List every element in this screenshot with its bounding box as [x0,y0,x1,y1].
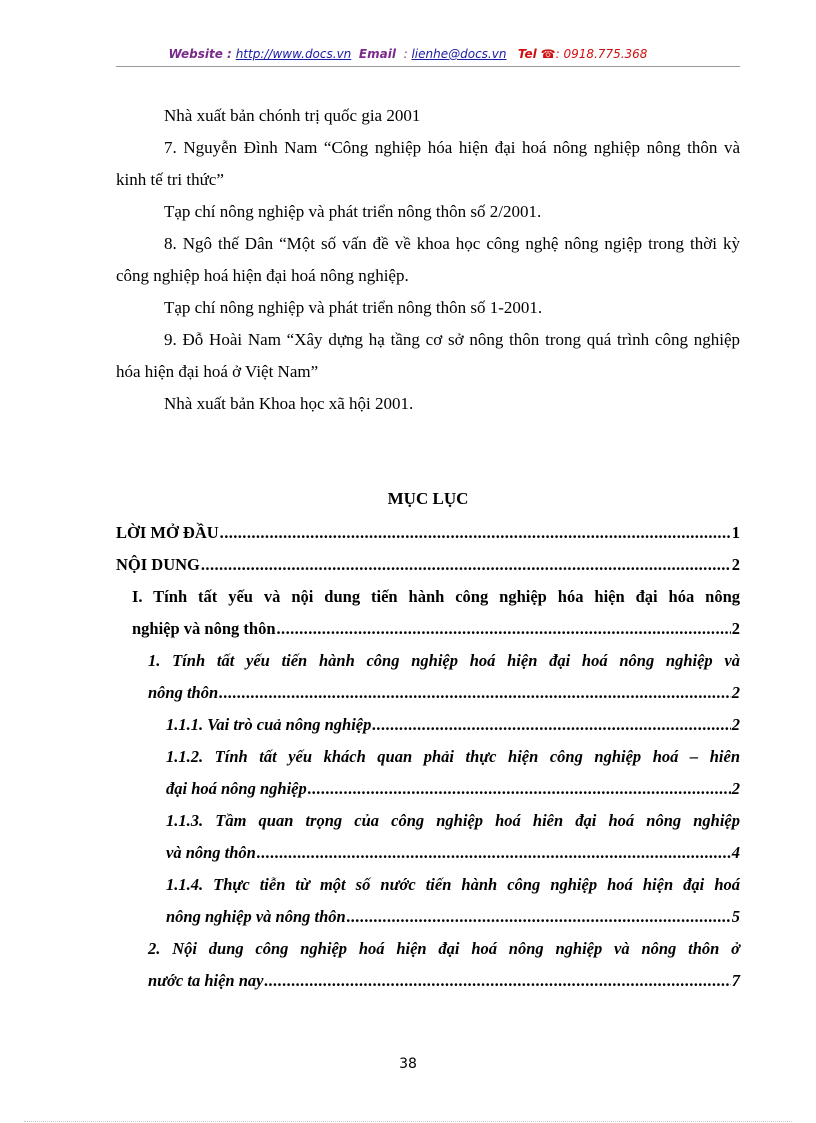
toc-leader [220,517,731,549]
toc-entry-text: 1.1.2. Tính tất yếu khách quan phải thực hiện công nghiệp hoá – hiên [166,747,740,766]
toc-page-number: 2 [731,555,740,574]
references-section [116,100,740,420]
toc-entry-text-cont: nghiệp và nông thôn [132,619,276,638]
toc-entry-text: 1.1.3. Tầm quan trọng của công nghiệp hoá hiên đại hoá nông nghiệp [166,811,740,830]
toc-entry-text: 1.1.4. Thực tiễn từ một số nước tiến hành công nghiệp hoá hiện đại hoá [166,875,740,894]
email-label: Email [358,47,396,61]
tel-label: Tel [517,47,537,61]
reference-line: 7. Nguyễn Đình Nam “Công nghiệp hóa hiện đại hoá nông nghiệp nông thôn và kinh tế tri thức” [116,138,740,189]
table-of-contents [116,517,740,997]
tel-number: 0918.775.368 [563,47,648,61]
email-link[interactable]: lienhe@docs.vn [411,47,507,61]
toc-entry-text: 1.1.1. Vai trò cuả nông nghiệp [166,715,372,734]
email-separator: : [403,47,408,61]
reference-line: Nhà xuất bản Khoa học xã hội 2001. [164,394,414,413]
toc-entry[interactable] [116,549,740,581]
page-bottom-border [24,1121,792,1122]
toc-leader [257,837,731,869]
toc-entry[interactable] [166,741,740,805]
toc-title: MỤC LỤC [387,489,469,508]
toc-entry[interactable] [166,709,740,741]
toc-leader [264,965,730,997]
toc-entry[interactable] [116,581,740,645]
toc-entry-text-cont: và nông thôn [166,843,256,862]
reference-line: 8. Ngô thế Dân “Một số vấn đề về khoa học công nghệ nông ngiệp trong thời kỳ công nghiệp hoá hiện đại hoá nông nghiệp. [116,234,740,285]
tel-separator: : [555,47,560,61]
website-label: Website : [168,47,232,61]
toc-entry-text-cont: nông nghiệp và nông thôn [166,907,346,926]
reference-line: Nhà xuất bản chónh trị quốc gia 2001 [164,106,421,125]
toc-entry[interactable] [116,517,740,549]
toc-entry-text: 1. Tính tất yếu tiến hành công nghiệp hoá hiện đại hoá nông nghiệp và [148,651,740,670]
toc-entry-text-cont: nông thôn [148,683,219,702]
toc-entry[interactable] [166,869,740,933]
toc-entry[interactable] [148,933,740,997]
page-number: 38 [399,1056,417,1072]
toc-page-number: 2 [731,683,740,702]
toc-page-number: 7 [731,971,740,990]
toc-leader [347,901,731,933]
toc-entry-text-cont: nước ta hiện nay [148,971,264,990]
toc-entry-text: 2. Nội dung công nghiệp hoá hiện đại hoá nông nghiệp và nông thôn ở [148,939,740,958]
toc-page-number: 2 [731,779,740,798]
toc-page-number: 5 [731,907,740,926]
toc-leader [277,613,731,645]
website-link[interactable]: http://www.docs.vn [235,47,352,61]
toc-leader [372,709,730,741]
reference-line: Tạp chí nông nghiệp và phát triển nông thôn số 2/2001. [164,202,542,221]
toc-page-number: 2 [731,715,740,734]
toc-entry-text: LỜI MỞ ĐẦU [116,523,219,542]
page-header [0,47,816,61]
toc-page-number: 2 [731,619,740,638]
toc-entry[interactable] [148,645,740,709]
toc-entry-text: NỘI DUNG [116,555,200,574]
reference-line: 9. Đỗ Hoài Nam “Xây dựng hạ tầng cơ sở nông thôn trong quá trình công nghiệp hóa hiện đại hoá ở Việt Nam” [116,330,740,381]
toc-page-number: 1 [731,523,740,542]
header-divider [116,66,740,67]
toc-leader [201,549,731,581]
toc-entry-text: I. Tính tất yếu và nội dung tiến hành công nghiệp hóa hiện đại hóa nông [132,587,740,606]
phone-icon: ☎ [540,47,556,61]
toc-leader [308,773,731,805]
toc-entry-text-cont: đại hoá nông nghiệp [166,779,307,798]
reference-line: Tạp chí nông nghiệp và phát triển nông thôn số 1-2001. [164,298,543,317]
toc-leader [219,677,731,709]
toc-entry[interactable] [166,805,740,869]
toc-page-number: 4 [731,843,740,862]
